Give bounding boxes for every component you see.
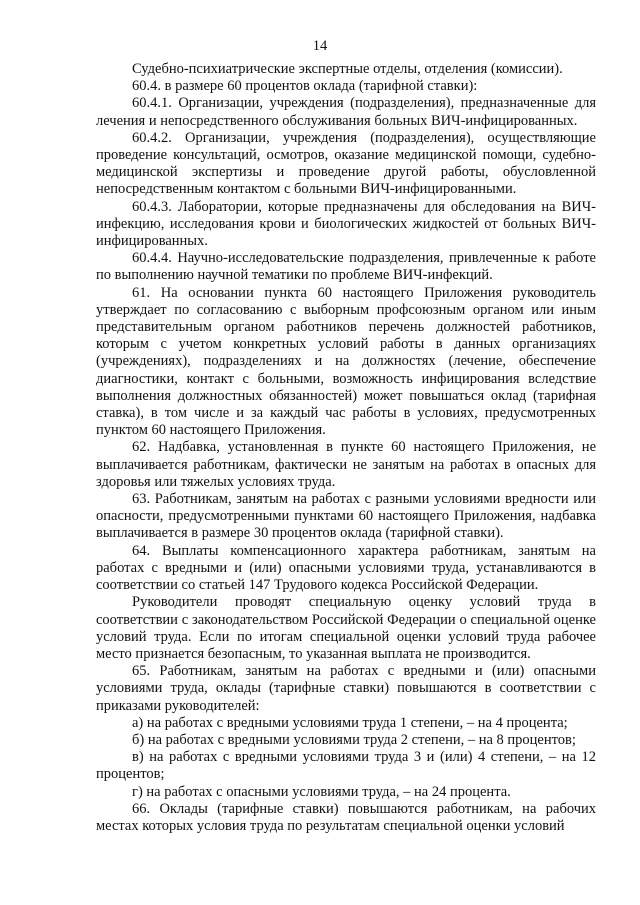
paragraph-61: 61. На основании пункта 60 настоящего Приложения руководитель утверждает по согласованию с выборным профсоюзным органом или иным представительным органом работников перечень должностей работников, которым с учетом конкретных условий работы в данных организациях (учреждениях), подразделениях и на должностях (лечение, обеспечение диагностики, контакт с больными, возможность инфицирования вследствие выполнения должностных обязанностей) может повышаться оклад (тарифная ставка), в том числе и за каждый час работы в условиях, предусмотренных пунктом 60 настоящего Приложения. bbox=[96, 284, 596, 439]
page-number: 14 bbox=[312, 38, 328, 54]
list-item-v: в) на работах с вредными условиями труда 3 и (или) 4 степени, – на 12 процентов; bbox=[96, 749, 596, 783]
list-item-b: б) на работах с вредными условиями труда 2 степени, – на 8 процентов; bbox=[132, 731, 576, 748]
list-item-a: а) на работах с вредными условиями труда 1 степени, – на 4 процента; bbox=[132, 714, 568, 731]
paragraph-forensic-psychiatric-units: Судебно-психиатрические экспертные отделы, отделения (комиссии). bbox=[132, 61, 563, 77]
document-body bbox=[96, 61, 596, 835]
paragraph-60-4-1: 60.4.1. Организации, учреждения (подразделения), предназначенные для лечения и непосредственного обслуживания больных ВИЧ-инфицированных. bbox=[96, 95, 596, 129]
paragraph-64: 64. Выплаты компенсационного характера работникам, занятым на работах с вредными и (или) опасными условиями труда, устанавливаются в соответствии со статьей 147 Трудового кодекса Российской Федерации. bbox=[96, 542, 596, 594]
paragraph-63: 63. Работникам, занятым на работах с разными условиями вредности или опасности, предусмотренными пунктами 60 настоящего Приложения, надбавка выплачивается в размере 30 процентов оклада (тарифной ставки). bbox=[96, 491, 596, 542]
paragraph-60-4-3: 60.4.3. Лаборатории, которые предназначены для обследования на ВИЧ-инфекцию, исследования крови и биологических жидкостей от больных ВИЧ-инфицированных. bbox=[96, 198, 596, 250]
paragraph-60-4-2: 60.4.2. Организации, учреждения (подразделения), осуществляющие проведение консультаций, осмотров, оказание медицинской помощи, судебно-медицинской экспертизы и проведение другой работы, обусловленной непосредственным контактом с больными ВИЧ-инфицированными. bbox=[96, 129, 596, 198]
paragraph-66: 66. Оклады (тарифные ставки) повышаются работникам, на рабочих местах которых условия труда по результатам специальной оценки условий bbox=[96, 800, 596, 834]
paragraph-60-4-4: 60.4.4. Научно-исследовательские подразделения, привлеченные к работе по выполнению научной тематики по проблеме ВИЧ-инфекций. bbox=[96, 250, 596, 284]
paragraph-65: 65. Работникам, занятым на работах с вредными и (или) опасными условиями труда, оклады (тарифные ставки) повышаются в соответствии с приказами руководителей: bbox=[96, 663, 596, 714]
paragraph-62: 62. Надбавка, установленная в пункте 60 настоящего Приложения, не выплачивается работникам, фактически не занятым на работах в опасных для здоровья или тяжелых условиях труда. bbox=[96, 439, 596, 490]
paragraph-60-4: 60.4. в размере 60 процентов оклада (тарифной ставки): bbox=[132, 78, 478, 95]
list-item-g: г) на работах с опасными условиями труда, – на 24 процента. bbox=[132, 783, 511, 800]
paragraph-managers-assessment: Руководители проводят специальную оценку условий труда в соответствии с законодательством Российской Федерации о специальной оценке условий труда. Если по итогам специальной оценки условий труда рабочее место признается безопасным, то указанная выплата не производится. bbox=[96, 594, 596, 662]
